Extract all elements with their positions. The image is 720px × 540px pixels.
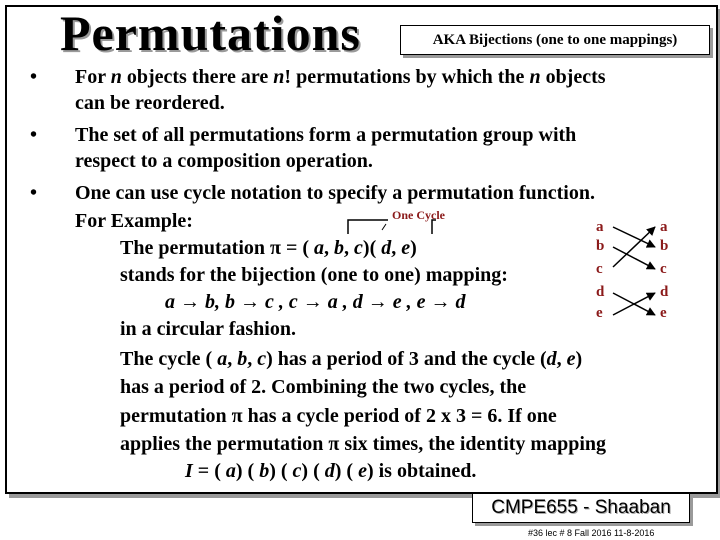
arrow-a-to-b [613, 227, 655, 247]
aka-subtitle-box: AKA Bijections (one to one mappings) [400, 25, 710, 55]
diagram-left-b: b [596, 238, 605, 254]
bullet-2-line-2: respect to a composition operation. [75, 150, 373, 172]
diagram-left-a: a [596, 219, 604, 235]
period-line-2: has a period of 2. Combining the two cycles, the [120, 376, 527, 398]
diagram-right-b: b [660, 238, 669, 254]
diagram-right-d: d [660, 284, 669, 300]
period-line-4: applies the permutation π six times, the identity mapping [120, 433, 606, 455]
bullet-1-line-2: can be reordered. [75, 92, 225, 114]
mapping-line: a → b, b → c , c → a , d → e , e → d [165, 291, 466, 313]
arrow-b-to-c [613, 247, 655, 269]
slide-title: Permutations [60, 5, 361, 61]
bullet-marker-1: • [30, 66, 38, 88]
period-line-1: The cycle ( a, b, c) has a period of 3 and the cycle (d, e) [120, 348, 583, 370]
diagram-right-e: e [660, 305, 667, 321]
one-cycle-label: One Cycle [392, 208, 445, 222]
permutation-definition: The permutation π = ( a, b, c)( d, e) [120, 237, 417, 259]
bullet-1-line-1: For n objects there are n! permutations by which the n objects [75, 66, 606, 88]
diagram-right-a: a [660, 219, 668, 235]
mapping-arrows-diagram [605, 215, 665, 330]
lecture-footnote: #36 lec # 8 Fall 2016 11-8-2016 [528, 528, 655, 538]
diagram-left-e: e [596, 305, 603, 321]
bullet-3-line-1: One can use cycle notation to specify a permutation function. [75, 182, 595, 204]
diagram-right-c: c [660, 261, 667, 277]
course-footer-box: CMPE655 - Shaaban [472, 493, 690, 523]
for-example-label: For Example: [75, 210, 193, 232]
diagram-left-c: c [596, 261, 603, 277]
diagram-left-d: d [596, 284, 605, 300]
arrow-c-to-a [613, 227, 655, 267]
identity-mapping-line: I = ( a) ( b) ( c) ( d) ( e) is obtained. [185, 460, 477, 482]
circular-fashion-line: in a circular fashion. [120, 318, 296, 340]
bullet-marker-3: • [30, 182, 38, 204]
bullet-marker-2: • [30, 124, 38, 146]
bullet-2-line-1: The set of all permutations form a permutation group with [75, 124, 577, 146]
stands-for-line: stands for the bijection (one to one) mapping: [120, 264, 508, 286]
period-line-3: permutation π has a cycle period of 2 x 3 = 6. If one [120, 405, 557, 427]
one-cycle-bracket [340, 214, 440, 238]
